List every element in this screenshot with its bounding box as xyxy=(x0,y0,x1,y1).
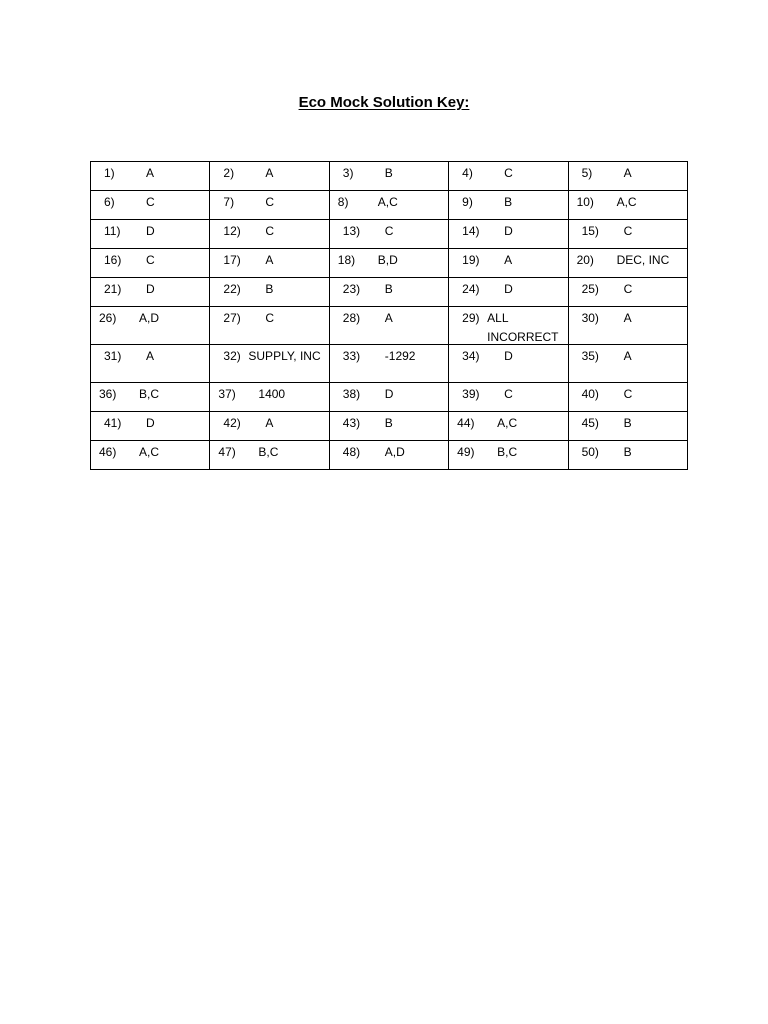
answer-value: A,C xyxy=(497,416,518,430)
question-number: 3) xyxy=(342,166,354,180)
answer-cell-content xyxy=(91,191,209,221)
question-number: 48) xyxy=(342,445,361,459)
question-number: 15) xyxy=(581,224,599,238)
answer-cell xyxy=(210,249,329,278)
answer-cell xyxy=(329,441,448,470)
question-number: 30) xyxy=(581,311,599,325)
question-number: 5) xyxy=(581,166,593,180)
answer-value: C xyxy=(265,311,275,325)
answer-cell xyxy=(568,278,687,307)
question-number: 9) xyxy=(462,195,473,209)
answer-value: B,C xyxy=(258,445,279,459)
table-row xyxy=(91,162,688,191)
question-number: 23) xyxy=(342,282,361,296)
answer-value: C xyxy=(384,224,394,238)
question-number: 31) xyxy=(104,349,122,363)
answer-value: C xyxy=(504,387,513,401)
answer-cell xyxy=(210,220,329,249)
answer-value: A xyxy=(146,166,155,180)
answer-cell xyxy=(91,249,210,278)
answer-cell-content xyxy=(91,307,209,346)
answer-value: D xyxy=(504,224,513,238)
answer-cell xyxy=(210,307,329,345)
answer-value: A xyxy=(265,416,274,430)
question-number: 43) xyxy=(342,416,361,430)
question-number: 14) xyxy=(462,224,480,238)
answer-cell-content xyxy=(91,278,209,308)
answer-cell-content xyxy=(330,249,448,279)
answer-cell xyxy=(329,162,448,191)
answer-cell-content xyxy=(210,307,328,346)
question-number: 2) xyxy=(223,166,235,180)
table-row xyxy=(91,220,688,249)
answer-value: D xyxy=(504,282,513,296)
answer-cell xyxy=(91,307,210,345)
answer-cell xyxy=(329,412,448,441)
answer-value: D xyxy=(146,282,155,296)
answer-cell-content xyxy=(91,383,209,413)
table-row xyxy=(91,412,688,441)
answer-value: D xyxy=(384,387,394,401)
answer-cell xyxy=(329,345,448,383)
answer-cell xyxy=(210,278,329,307)
answer-value: 1400 xyxy=(258,387,286,401)
question-number: 44) xyxy=(457,416,475,430)
answer-cell xyxy=(210,441,329,470)
answer-value: B xyxy=(504,195,513,209)
answer-cell-content xyxy=(569,191,687,221)
answer-cell-content xyxy=(210,383,328,413)
answer-cell xyxy=(449,383,568,412)
answer-cell xyxy=(568,307,687,345)
question-number: 26) xyxy=(99,311,117,325)
answer-value: A xyxy=(623,349,632,363)
answer-cell xyxy=(449,345,568,383)
answer-cell xyxy=(568,162,687,191)
question-number: 39) xyxy=(462,387,480,401)
answer-cell xyxy=(329,383,448,412)
question-number: 16) xyxy=(104,253,122,267)
question-number: 21) xyxy=(104,282,122,296)
answer-cell-content xyxy=(569,307,687,346)
answer-key-body xyxy=(91,162,688,470)
answer-cell-content xyxy=(210,441,328,471)
answer-value: B xyxy=(384,416,393,430)
table-row xyxy=(91,383,688,412)
answer-value: C xyxy=(146,195,155,209)
question-number: 38) xyxy=(342,387,361,401)
answer-cell xyxy=(210,383,329,412)
answer-value: C xyxy=(623,224,633,238)
question-number: 8) xyxy=(337,195,349,209)
answer-cell-content xyxy=(330,220,448,250)
answer-value: A xyxy=(623,311,632,325)
answer-cell xyxy=(91,441,210,470)
answer-value: SUPPLY, INC xyxy=(248,349,321,363)
answer-cell xyxy=(91,345,210,383)
answer-cell xyxy=(449,412,568,441)
answer-cell xyxy=(91,412,210,441)
question-number: 28) xyxy=(342,311,361,325)
question-number: 49) xyxy=(457,445,475,459)
answer-cell-content xyxy=(449,307,567,346)
answer-cell xyxy=(568,412,687,441)
answer-value: D xyxy=(504,349,513,363)
answer-cell-content xyxy=(330,412,448,442)
answer-cell xyxy=(91,191,210,220)
answer-cell xyxy=(449,249,568,278)
question-number: 4) xyxy=(462,166,473,180)
answer-cell xyxy=(329,278,448,307)
question-number: 19) xyxy=(462,253,480,267)
answer-cell-content xyxy=(91,162,209,192)
answer-cell xyxy=(91,278,210,307)
answer-value: D xyxy=(146,224,155,238)
answer-value: B,C xyxy=(139,387,160,401)
answer-cell-content xyxy=(210,220,328,250)
question-number: 45) xyxy=(581,416,599,430)
answer-value: A xyxy=(384,311,393,325)
answer-cell xyxy=(449,307,568,345)
question-number: 11) xyxy=(104,224,121,238)
answer-value: C xyxy=(623,387,633,401)
question-number: 13) xyxy=(342,224,361,238)
answer-value: A,D xyxy=(139,311,160,325)
answer-value: B xyxy=(384,282,393,296)
answer-cell-content xyxy=(210,162,328,192)
answer-cell-content xyxy=(330,278,448,308)
question-number: 40) xyxy=(581,387,599,401)
answer-cell-content xyxy=(91,412,209,442)
answer-value: D xyxy=(146,416,155,430)
answer-cell-content xyxy=(210,278,328,308)
answer-cell-content xyxy=(449,441,567,471)
answer-value: B xyxy=(384,166,393,180)
answer-value: A,C xyxy=(139,445,160,459)
question-number: 32) xyxy=(223,349,241,363)
answer-cell-content xyxy=(330,191,448,221)
answer-cell-content xyxy=(569,162,687,192)
answer-cell xyxy=(329,307,448,345)
answer-cell-content xyxy=(569,278,687,308)
answer-cell-content xyxy=(449,345,567,384)
answer-cell-content xyxy=(449,191,567,221)
page-title-text: Eco Mock Solution Key: xyxy=(298,94,470,111)
question-number: 27) xyxy=(223,311,241,325)
answer-cell xyxy=(568,383,687,412)
answer-cell xyxy=(91,162,210,191)
answer-value: ALL INCORRECT xyxy=(487,311,559,344)
answer-cell xyxy=(210,191,329,220)
answer-cell-content xyxy=(210,345,328,384)
question-number: 34) xyxy=(462,349,480,363)
answer-value: A xyxy=(504,253,513,267)
answer-cell-content xyxy=(91,345,209,384)
answer-value: A xyxy=(623,166,632,180)
table-row xyxy=(91,278,688,307)
answer-cell-content xyxy=(569,220,687,250)
answer-value: A xyxy=(265,166,274,180)
answer-value: A,D xyxy=(384,445,405,459)
answer-cell-content xyxy=(569,383,687,413)
answer-value: C xyxy=(146,253,155,267)
question-number: 18) xyxy=(337,253,356,267)
answer-value: B,C xyxy=(497,445,518,459)
answer-value: A xyxy=(146,349,155,363)
answer-cell-content xyxy=(330,307,448,346)
answer-cell xyxy=(568,249,687,278)
answer-value: B xyxy=(623,445,632,459)
answer-cell xyxy=(329,220,448,249)
answer-value: DEC, INC xyxy=(616,253,670,267)
answer-cell xyxy=(449,191,568,220)
answer-cell-content xyxy=(91,441,209,471)
answer-cell-content xyxy=(330,383,448,413)
answer-cell xyxy=(568,441,687,470)
table-row xyxy=(91,441,688,470)
question-number: 1) xyxy=(104,166,115,180)
answer-cell-content xyxy=(210,249,328,279)
table-row xyxy=(91,307,688,345)
answer-cell-content xyxy=(449,249,567,279)
answer-cell xyxy=(449,220,568,249)
answer-cell-content xyxy=(449,162,567,192)
page-title xyxy=(0,94,768,111)
table-row xyxy=(91,249,688,278)
answer-value: -1292 xyxy=(384,349,416,363)
question-number: 22) xyxy=(223,282,241,296)
answer-cell-content xyxy=(91,249,209,279)
answer-value: A,C xyxy=(377,195,398,209)
table-row xyxy=(91,345,688,383)
answer-cell xyxy=(210,412,329,441)
table-row xyxy=(91,191,688,220)
answer-value: C xyxy=(265,224,275,238)
question-number: 47) xyxy=(218,445,236,459)
answer-cell xyxy=(91,220,210,249)
answer-cell-content xyxy=(210,191,328,221)
question-number: 10) xyxy=(576,195,594,209)
answer-cell xyxy=(568,345,687,383)
answer-cell-content xyxy=(569,412,687,442)
question-number: 41) xyxy=(104,416,122,430)
answer-cell-content xyxy=(91,220,209,250)
question-number: 7) xyxy=(223,195,235,209)
answer-value: C xyxy=(265,195,275,209)
question-number: 37) xyxy=(218,387,236,401)
question-number: 50) xyxy=(581,445,599,459)
answer-cell xyxy=(449,162,568,191)
question-number: 33) xyxy=(342,349,361,363)
answer-cell xyxy=(568,191,687,220)
answer-cell xyxy=(568,220,687,249)
answer-cell-content xyxy=(569,441,687,471)
answer-cell xyxy=(210,162,329,191)
answer-value: C xyxy=(504,166,513,180)
question-number: 29) xyxy=(462,311,480,325)
answer-value: A,C xyxy=(616,195,637,209)
answer-cell-content xyxy=(330,441,448,471)
answer-cell xyxy=(210,345,329,383)
answer-cell xyxy=(329,191,448,220)
question-number: 12) xyxy=(223,224,241,238)
answer-cell-content xyxy=(449,278,567,308)
answer-value: B,D xyxy=(377,253,398,267)
question-number: 20) xyxy=(576,253,594,267)
answer-cell-content xyxy=(210,412,328,442)
answer-cell-content xyxy=(330,345,448,384)
answer-cell-content xyxy=(569,249,687,279)
question-number: 25) xyxy=(581,282,599,296)
answer-value: C xyxy=(623,282,633,296)
answer-cell xyxy=(449,441,568,470)
answer-cell-content xyxy=(449,412,567,442)
question-number: 35) xyxy=(581,349,599,363)
answer-cell-content xyxy=(449,220,567,250)
answer-cell-content xyxy=(569,345,687,384)
question-number: 24) xyxy=(462,282,480,296)
question-number: 6) xyxy=(104,195,115,209)
answer-cell xyxy=(449,278,568,307)
answer-cell xyxy=(91,383,210,412)
question-number: 17) xyxy=(223,253,241,267)
question-number: 36) xyxy=(99,387,117,401)
question-number: 42) xyxy=(223,416,241,430)
answer-value: A xyxy=(265,253,274,267)
answer-value: B xyxy=(265,282,274,296)
answer-key-table xyxy=(90,161,688,470)
answer-cell-content xyxy=(449,383,567,413)
answer-value: B xyxy=(623,416,632,430)
question-number: 46) xyxy=(99,445,117,459)
answer-cell-content xyxy=(330,162,448,192)
answer-cell xyxy=(329,249,448,278)
